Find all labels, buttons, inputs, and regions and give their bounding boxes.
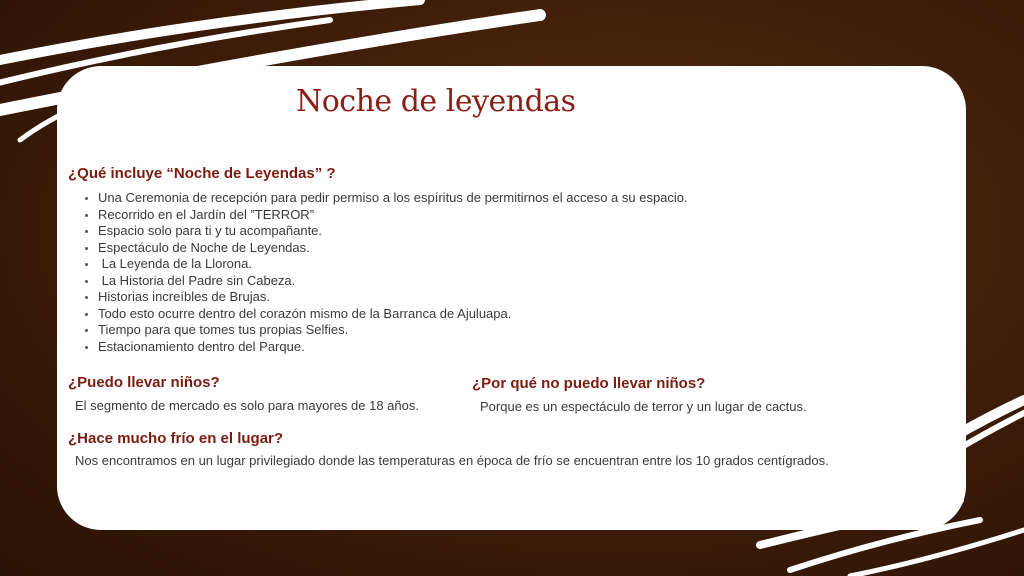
cold-answer: Nos encontramos en un lugar privilegiado donde las temperaturas en época de frío se encuentran entre los 10 grados centígrados. — [75, 453, 829, 468]
list-item: • Todo esto ocurre dentro del corazón mismo de la Barranca de Ajuluapa. — [98, 306, 688, 323]
list-item: • Espectáculo de Noche de Leyendas. — [98, 240, 688, 257]
includes-heading: ¿Qué incluye “Noche de Leyendas” ? — [68, 165, 336, 182]
list-item: • Estacionamiento dentro del Parque. — [98, 339, 688, 356]
list-item: • Historias increíbles de Brujas. — [98, 289, 688, 306]
why-no-kids-answer: Porque es un espectáculo de terror y un lugar de cactus. — [480, 399, 807, 414]
list-item: • Tiempo para que tomes tus propias Selfies. — [98, 322, 688, 339]
why-no-kids-heading: ¿Por qué no puedo llevar niños? — [472, 375, 706, 392]
cold-heading: ¿Hace mucho frío en el lugar? — [68, 430, 284, 447]
list-item: • Espacio solo para ti y tu acompañante. — [98, 223, 688, 240]
list-item: • La Historia del Padre sin Cabeza. — [98, 273, 688, 290]
list-item: • Una Ceremonia de recepción para pedir permiso a los espíritus de permitirnos el acceso a su espacio. — [98, 190, 688, 207]
includes-list — [80, 190, 688, 355]
list-item: • La Leyenda de la Llorona. — [98, 256, 688, 273]
kids-heading: ¿Puedo llevar niños? — [68, 374, 220, 391]
page-title: Noche de leyendas — [296, 84, 576, 119]
kids-answer: El segmento de mercado es solo para mayores de 18 años. — [75, 398, 419, 413]
list-item: • Recorrido en el Jardín del ”TERROR” — [98, 207, 688, 224]
